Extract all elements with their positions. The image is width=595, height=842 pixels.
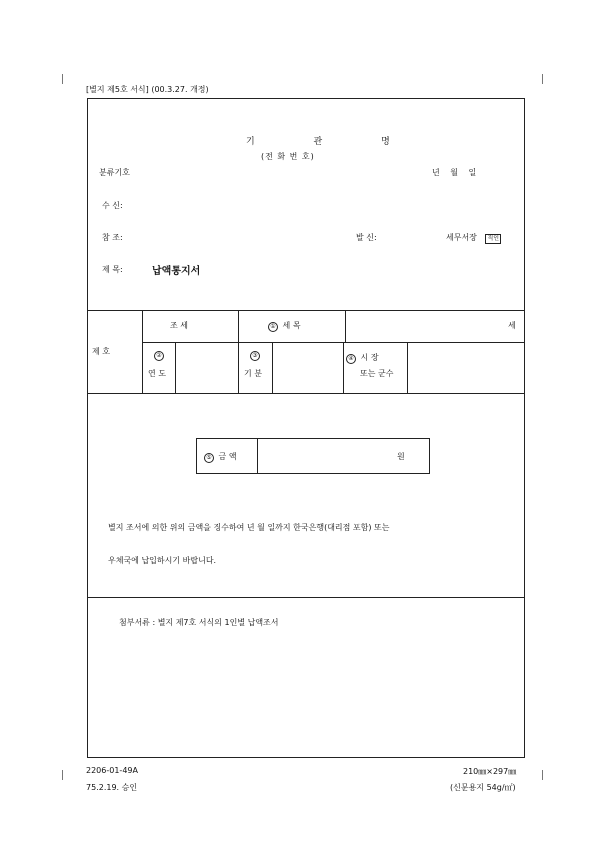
- divider-table-bottom: [87, 393, 525, 394]
- notice-line-1: 별지 조서에 의한 위의 금액을 징수하여 년 월 일까지 한국은행(대리점 포함) 또는: [108, 523, 390, 532]
- city-label: 시 장: [360, 353, 379, 362]
- paper-type: (신문용지 54g/㎡): [450, 783, 516, 792]
- official-seal-icon: 직인: [487, 235, 500, 242]
- amount-unit: 원: [397, 452, 405, 461]
- subject-label: 제 목:: [102, 265, 123, 274]
- table-vline-1: [142, 310, 143, 393]
- table-number-label: 제 호: [92, 347, 110, 356]
- amount-box-divider: [257, 438, 258, 474]
- attachment-note: 첨부서류 : 별지 제7호 서식의 1인별 납액조서: [119, 618, 279, 627]
- form-frame: [87, 98, 525, 758]
- table-vline-5: [272, 342, 273, 393]
- notice-line-2: 우체국에 납입하시기 바랍니다.: [108, 556, 217, 565]
- table-vline-4: [175, 342, 176, 393]
- city-number-icon: ④: [346, 354, 356, 364]
- item-label: 세 목: [282, 321, 301, 330]
- item-header: [268, 320, 301, 332]
- city-header: [346, 352, 379, 364]
- crop-mark-top-left: [62, 74, 63, 84]
- table-vline-7: [407, 342, 408, 393]
- recipient-label: 수 신:: [102, 201, 123, 210]
- period-label: 기 분: [244, 369, 262, 378]
- table-vline-3: [345, 310, 346, 343]
- form-code: 2206-01-49A: [86, 766, 138, 775]
- agency-phone: (전 화 번 호): [261, 152, 315, 161]
- amount-label: [204, 451, 237, 463]
- crop-mark-bottom-left: [62, 770, 63, 780]
- sender-value: [446, 232, 501, 244]
- approval-date: 75.2.19. 승인: [86, 783, 138, 792]
- reference-label: 참 조:: [102, 233, 123, 242]
- date-label: 년 월 일: [432, 168, 477, 177]
- subject-value: 납액통지서: [152, 266, 201, 277]
- crop-mark-bottom-right: [542, 770, 543, 780]
- sender-label: 발 신:: [356, 233, 377, 242]
- year-label: 연 도: [148, 369, 166, 378]
- year-number-icon: ②: [154, 350, 164, 361]
- crop-mark-top-right: [542, 74, 543, 84]
- form-header-note: [별지 제5호 서식] (00.3.27. 개정): [86, 85, 209, 94]
- amount-number-icon: ⑤: [204, 453, 214, 463]
- agency-name: 기 관 명: [246, 137, 418, 147]
- period-number-icon: ③: [250, 350, 260, 361]
- table-vline-6: [343, 342, 344, 393]
- sender-office: 세무서장: [446, 233, 477, 242]
- item-number-icon: ①: [268, 322, 278, 332]
- city-label-2: 또는 군수: [360, 369, 394, 378]
- divider-row: [142, 342, 525, 343]
- paper-size: 210㎜×297㎜: [463, 767, 517, 776]
- divider-notice-bottom: [87, 597, 525, 598]
- divider-header: [87, 310, 525, 311]
- amount-label-text: 금 액: [218, 452, 237, 461]
- table-vline-2: [238, 310, 239, 393]
- classification-label: 분류기호: [99, 168, 130, 177]
- survey-header: 조 세: [170, 321, 188, 330]
- tax-header: 세: [508, 321, 516, 330]
